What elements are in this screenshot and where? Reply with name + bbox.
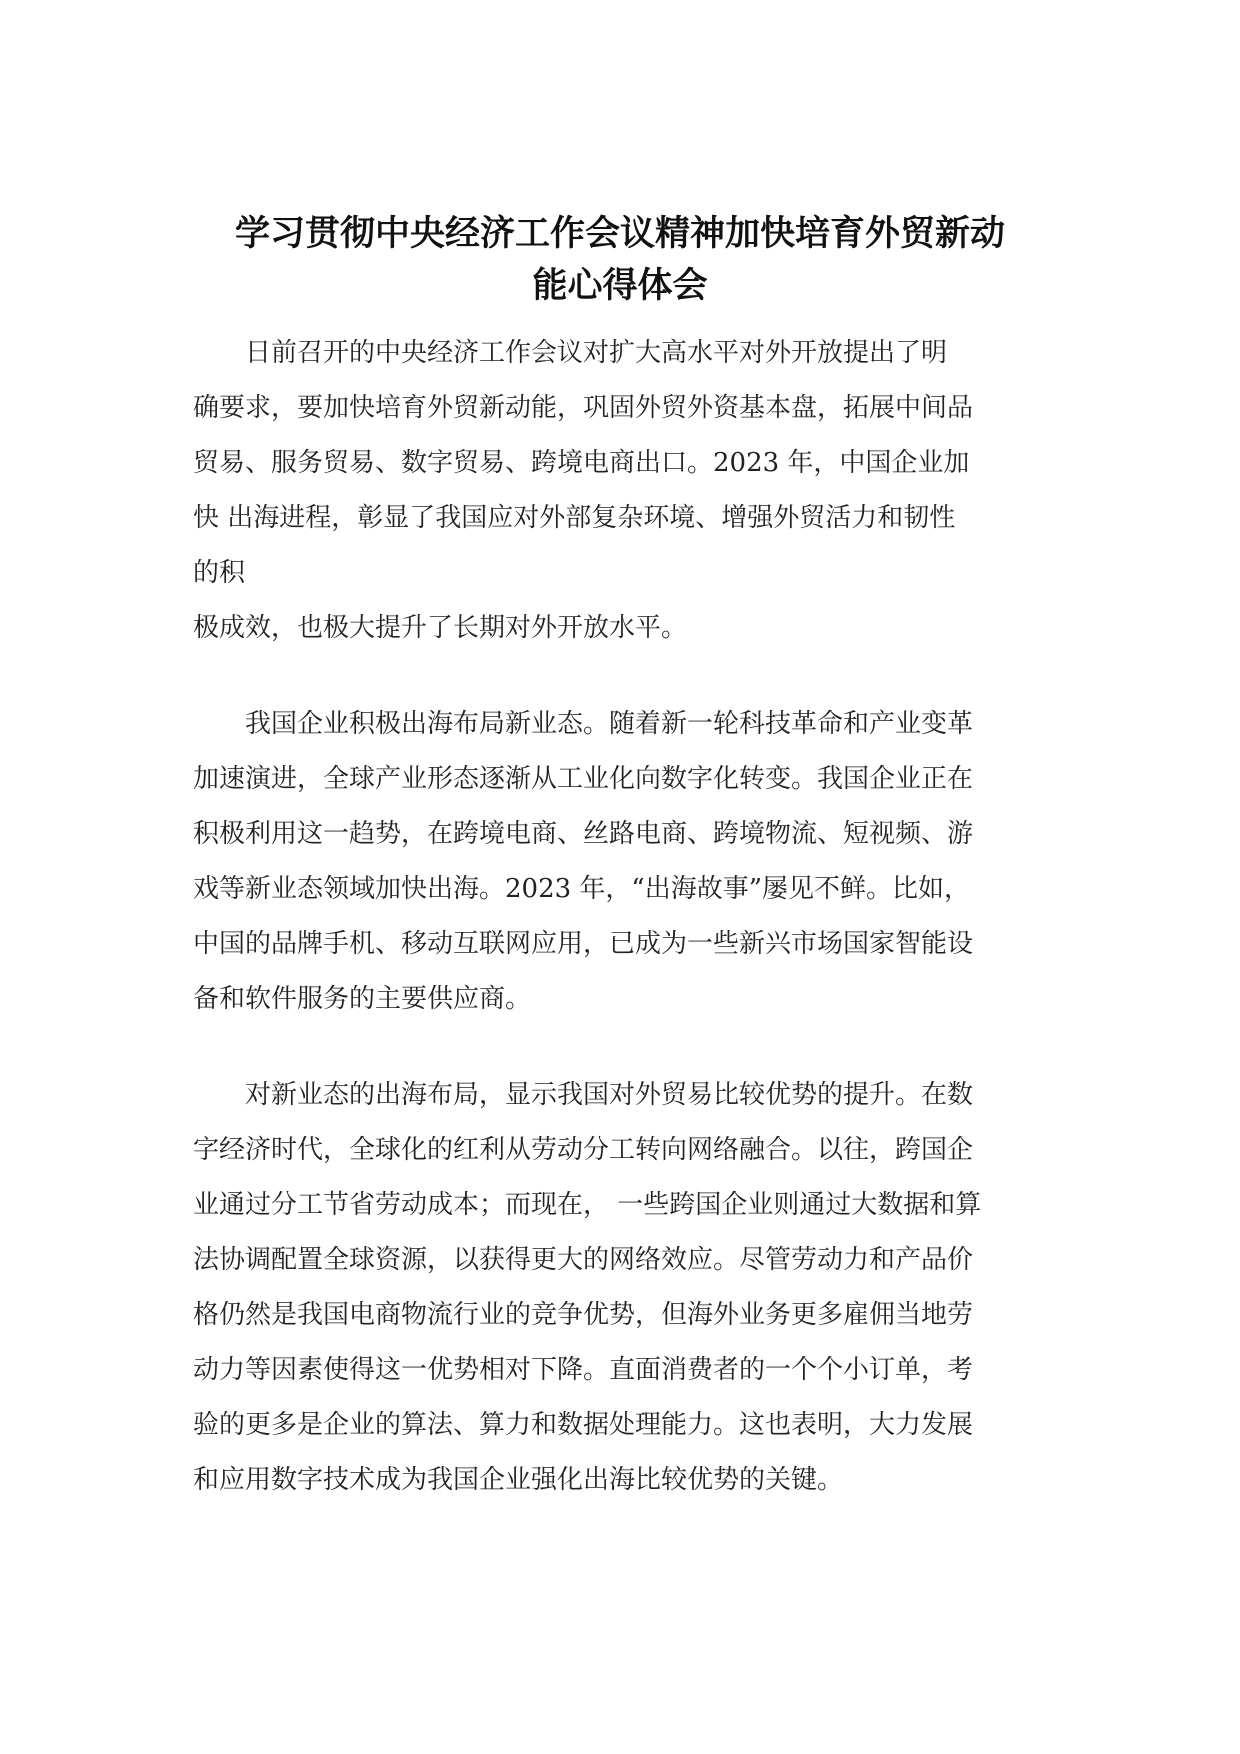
paragraph-line: 贸易、服务贸易、数字贸易、跨境电商出口。2023 年，中国企业加 (193, 448, 970, 478)
paragraph-line: 极成效，也极大提升了长期对外开放水平。 (193, 613, 688, 643)
paragraph-line: 日前召开的中央经济工作会议对扩大高水平对外开放提出了明 (193, 338, 948, 368)
paragraph-line: 业通过分工节省劳动成本；而现在， 一些跨国企业则通过大数据和算 (193, 1190, 982, 1220)
document-title (150, 208, 1090, 312)
paragraph-line: 加速演进，全球产业形态逐渐从工业化向数字化转变。我国企业正在 (193, 764, 974, 794)
paragraph-line: 对新业态的出海布局，显示我国对外贸易比较优势的提升。在数 (193, 1080, 974, 1110)
paragraph-line: 快 出海进程，彰显了我国应对外部复杂环境、增强外贸活力和韧性 (193, 503, 956, 533)
paragraph-line: 备和软件服务的主要供应商。 (193, 984, 532, 1014)
paragraph-line: 字经济时代，全球化的红利从劳动分工转向网络融合。以往，跨国企 (193, 1135, 974, 1165)
paragraph-line: 积极利用这一趋势，在跨境电商、丝路电商、跨境物流、短视频、游 (193, 819, 974, 849)
paragraph-line: 确要求，要加快培育外贸新动能，巩固外贸外资基本盘，拓展中间品 (193, 393, 974, 423)
paragraph-line: 戏等新业态领域加快出海。2023 年，“出海故事”屡见不鲜。比如， (193, 874, 971, 904)
paragraph-line: 的积 (193, 558, 246, 588)
paragraph-2 (193, 697, 1063, 1027)
paragraph-line: 验的更多是企业的算法、算力和数据处理能力。这也表明，大力发展 (193, 1410, 974, 1440)
paragraph-line: 法协调配置全球资源，以获得更大的网络效应。尽管劳动力和产品价 (193, 1245, 974, 1275)
paragraph-line: 和应用数字技术成为我国企业强化出海比较优势的关键。 (193, 1465, 844, 1495)
paragraph-line: 中国的品牌手机、移动互联网应用，已成为一些新兴市场国家智能设 (193, 929, 974, 959)
paragraph-line: 我国企业积极出海布局新业态。随着新一轮科技革命和产业变革 (193, 709, 974, 739)
paragraph-1 (193, 326, 1063, 656)
paragraph-3 (193, 1068, 1063, 1508)
paragraph-line: 动力等因素使得这一优势相对下降。直面消费者的一个个小订单，考 (193, 1355, 974, 1385)
title-line: 能心得体会 (532, 266, 708, 307)
paragraph-line: 格仍然是我国电商物流行业的竞争优势，但海外业务更多雇佣当地劳 (193, 1300, 974, 1330)
title-line: 学习贯彻中央经济工作会议精神加快培育外贸新动 (234, 214, 1005, 255)
